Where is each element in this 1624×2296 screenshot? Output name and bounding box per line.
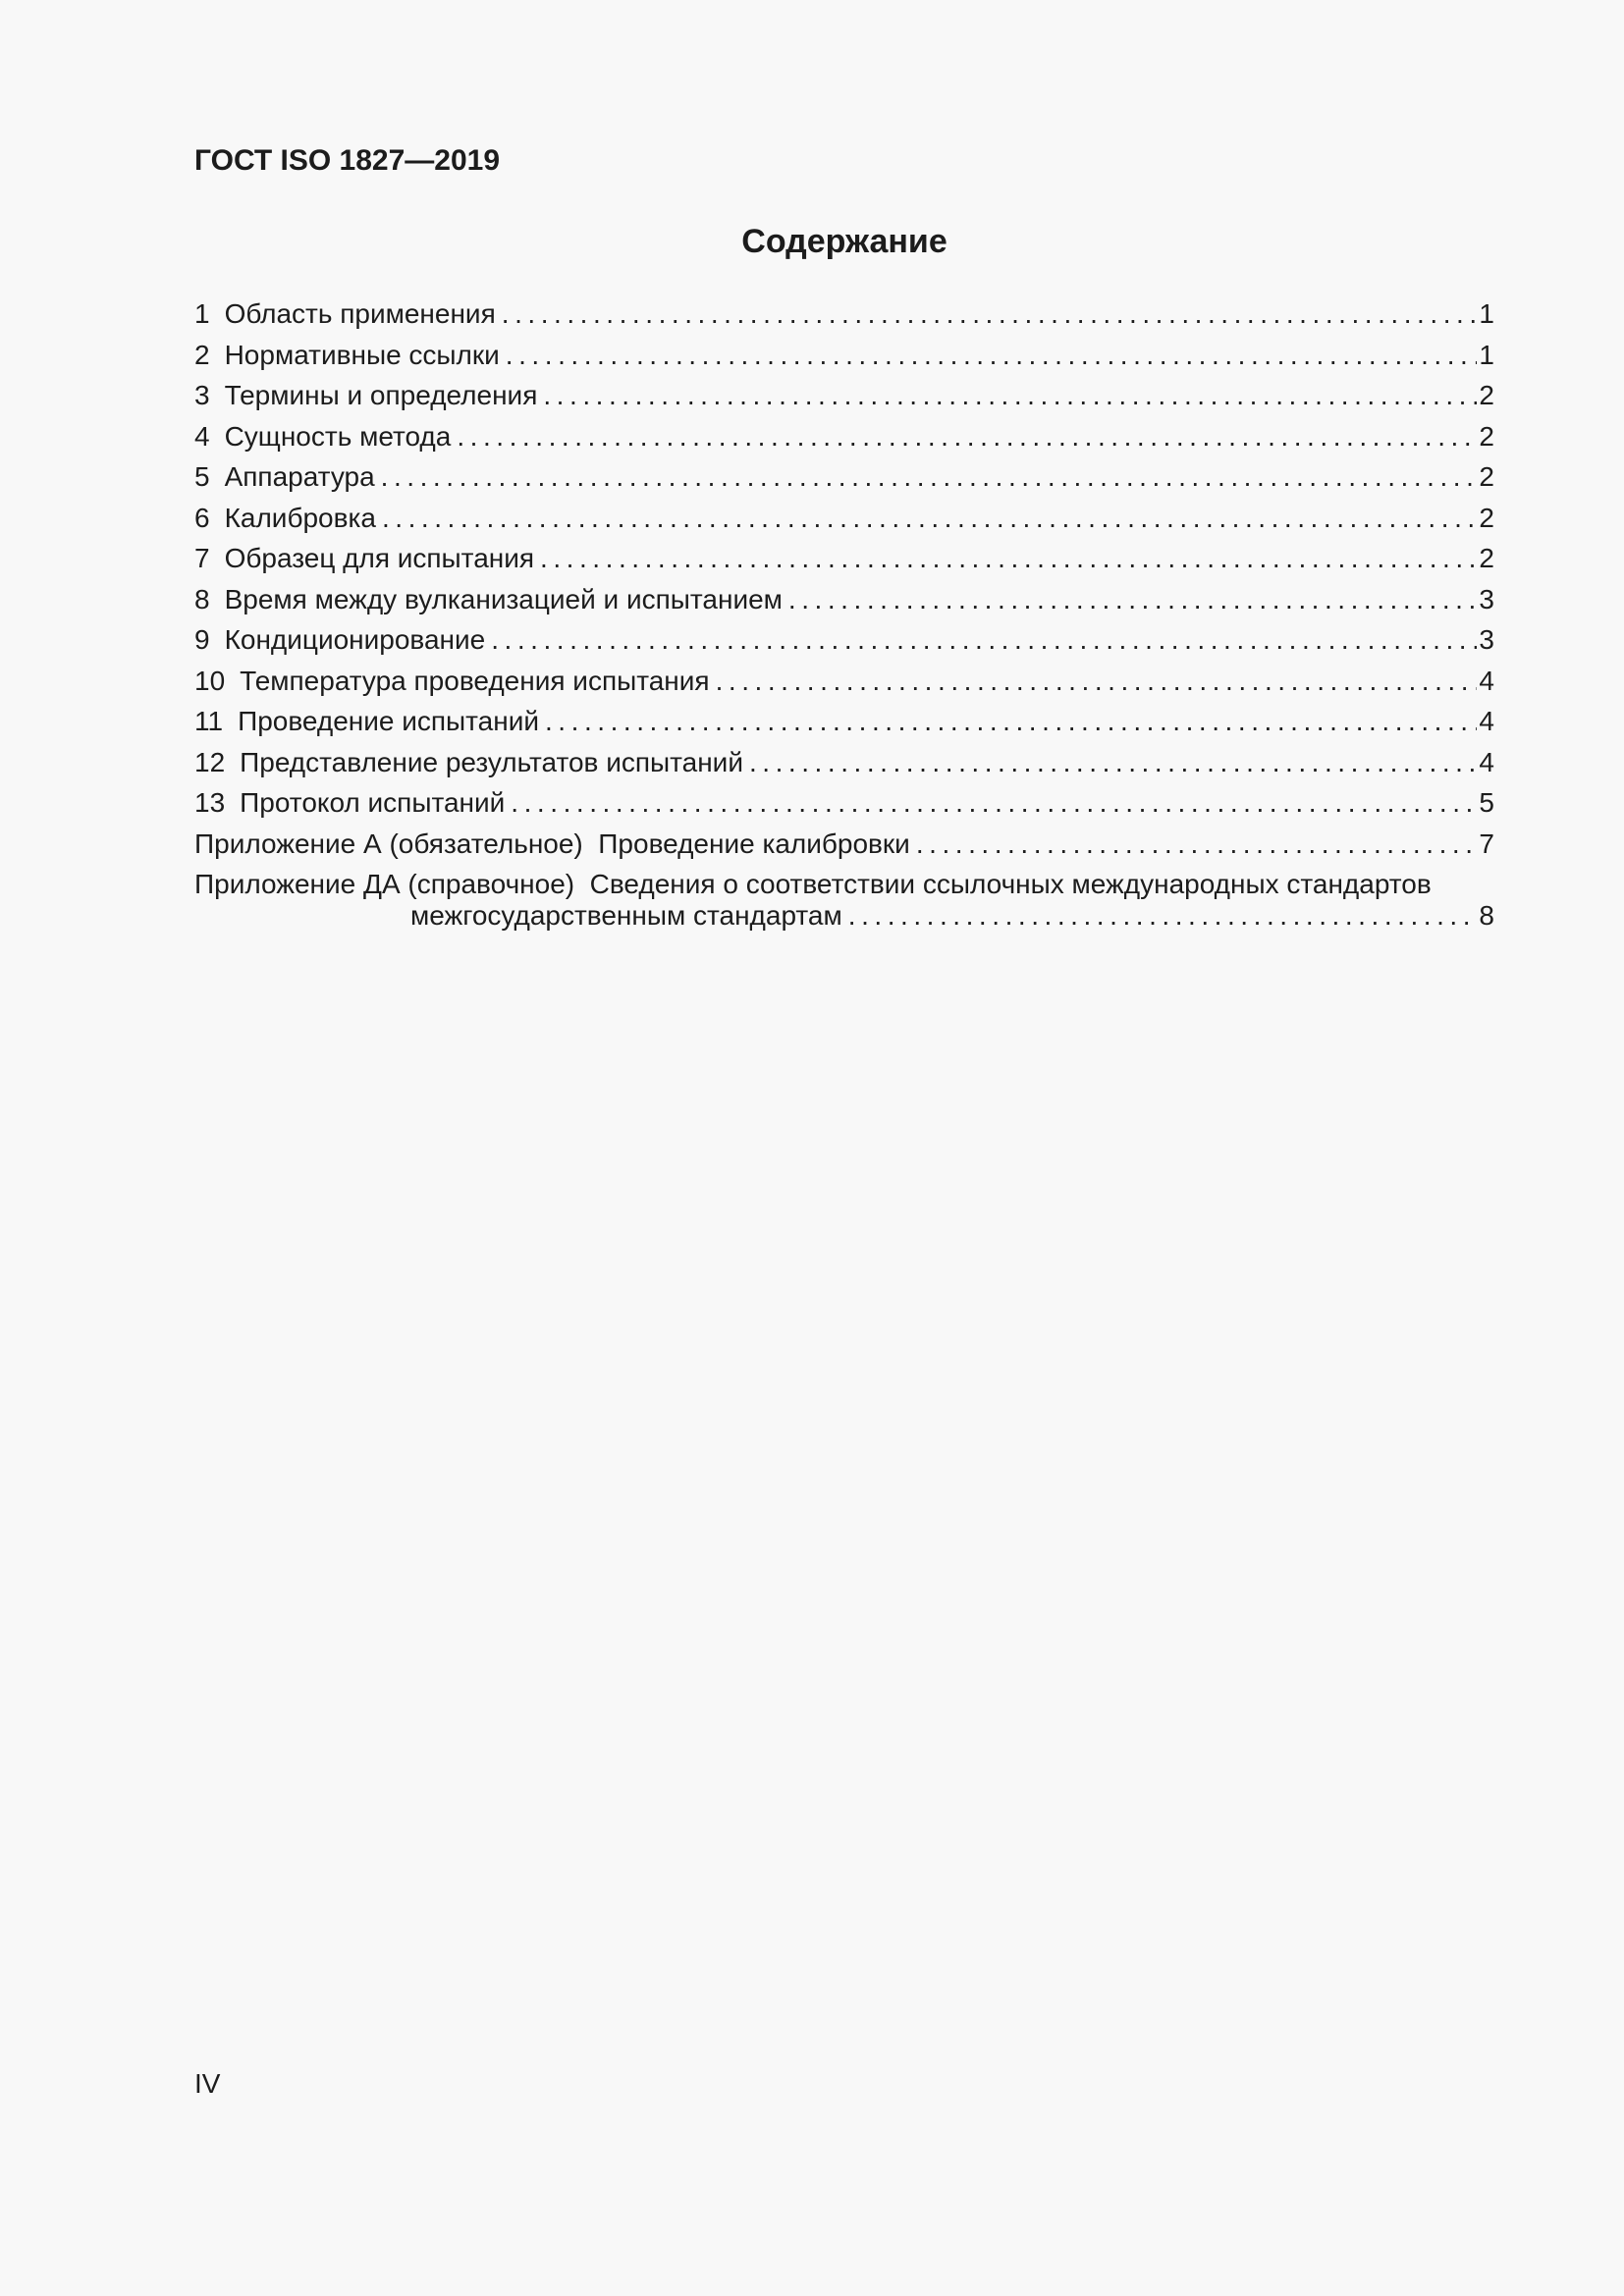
toc-entry (194, 456, 1494, 498)
table-of-contents (194, 294, 1494, 935)
toc-dot-leader (916, 824, 1478, 865)
toc-entry-title: Область применения (224, 298, 496, 329)
toc-entry-page: 2 (1479, 502, 1494, 533)
toc-entry-number: 13 (194, 787, 226, 818)
toc-entry-page: 7 (1479, 828, 1494, 859)
toc-entry-title: Представление результатов испытаний (240, 746, 743, 777)
toc-entry-number: 2 (194, 339, 210, 370)
toc-dot-leader (716, 661, 1478, 702)
toc-entry-page: 4 (1479, 746, 1494, 777)
toc-entry (194, 782, 1494, 824)
toc-entry-title: Время между вулканизацией и испытанием (224, 583, 783, 614)
toc-entry-page: 2 (1479, 543, 1494, 573)
toc-entry (194, 742, 1494, 783)
toc-heading: Содержание (741, 223, 947, 260)
toc-entry (194, 498, 1494, 539)
toc-entry-page: 1 (1479, 339, 1494, 370)
toc-entry (194, 701, 1494, 742)
toc-entry (194, 416, 1494, 457)
toc-entry-page: 2 (1479, 420, 1494, 452)
toc-entry-page: 3 (1479, 583, 1494, 614)
toc-entry (194, 579, 1494, 620)
toc-entry-page: 4 (1479, 665, 1494, 696)
toc-entry-appendix-a (194, 824, 1494, 865)
toc-entry-page: 2 (1479, 380, 1494, 410)
toc-entry-title: Кондиционирование (224, 624, 486, 655)
toc-entry-title: Термины и определения (224, 380, 538, 410)
toc-entry-number: 6 (194, 502, 210, 533)
toc-dot-leader (457, 416, 1477, 457)
toc-entry-number: 10 (194, 665, 226, 696)
toc-entry-title: Нормативные ссылки (224, 339, 500, 370)
toc-dot-leader (788, 579, 1478, 620)
toc-dot-leader (749, 742, 1477, 783)
toc-dot-leader (506, 335, 1478, 376)
toc-entry-page: 4 (1479, 706, 1494, 736)
toc-entry-page: 2 (1479, 461, 1494, 492)
toc-entry-page: 5 (1479, 787, 1494, 818)
toc-entry-title: Сущность метода (224, 420, 452, 452)
toc-entry (194, 294, 1494, 335)
toc-entry-title: Температура проведения испытания (240, 665, 710, 696)
toc-dot-leader (848, 895, 1478, 936)
toc-entry-title: Приложение ДА (справочное) Сведения о соответствии ссылочных международных стандартов (194, 869, 1432, 899)
toc-dot-leader (491, 619, 1477, 661)
toc-entry-page: 1 (1479, 298, 1494, 329)
toc-entry-title: Калибровка (224, 502, 376, 533)
toc-entry-title: Приложение А (обязательное) Проведение калибровки (194, 828, 910, 859)
toc-entry-title: Образец для испытания (224, 543, 535, 573)
toc-dot-leader (511, 782, 1477, 824)
toc-dot-leader (540, 538, 1477, 579)
toc-entry (194, 619, 1494, 661)
toc-entry-title: Протокол испытаний (240, 787, 506, 818)
toc-entry (194, 375, 1494, 416)
toc-entry-number: 12 (194, 746, 226, 777)
toc-entry-title: Аппаратура (224, 461, 375, 492)
toc-dot-leader (382, 498, 1477, 539)
toc-entry (194, 335, 1494, 376)
standard-designation: ГОСТ ISO 1827—2019 (194, 144, 501, 177)
toc-dot-leader (543, 375, 1477, 416)
toc-dot-leader (381, 456, 1478, 498)
toc-entry-page: 8 (1479, 899, 1494, 931)
toc-dot-leader (545, 701, 1477, 742)
toc-entry-number: 4 (194, 420, 210, 452)
toc-entry-number: 3 (194, 380, 210, 410)
toc-entry-number: 8 (194, 583, 210, 614)
toc-entry-title: Проведение испытаний (238, 706, 539, 736)
toc-entry (194, 538, 1494, 579)
toc-dot-leader (502, 294, 1478, 335)
toc-entry-title-continuation: межгосударственным стандартам (410, 899, 842, 931)
toc-entry (194, 661, 1494, 702)
toc-entry-number: 7 (194, 543, 210, 573)
toc-entry-page: 3 (1479, 624, 1494, 655)
toc-entry-number: 1 (194, 298, 210, 329)
page-number-folio: IV (194, 2068, 221, 2099)
toc-entry-number: 5 (194, 461, 210, 492)
toc-entry-number: 9 (194, 624, 210, 655)
toc-entry-number: 11 (194, 706, 224, 736)
